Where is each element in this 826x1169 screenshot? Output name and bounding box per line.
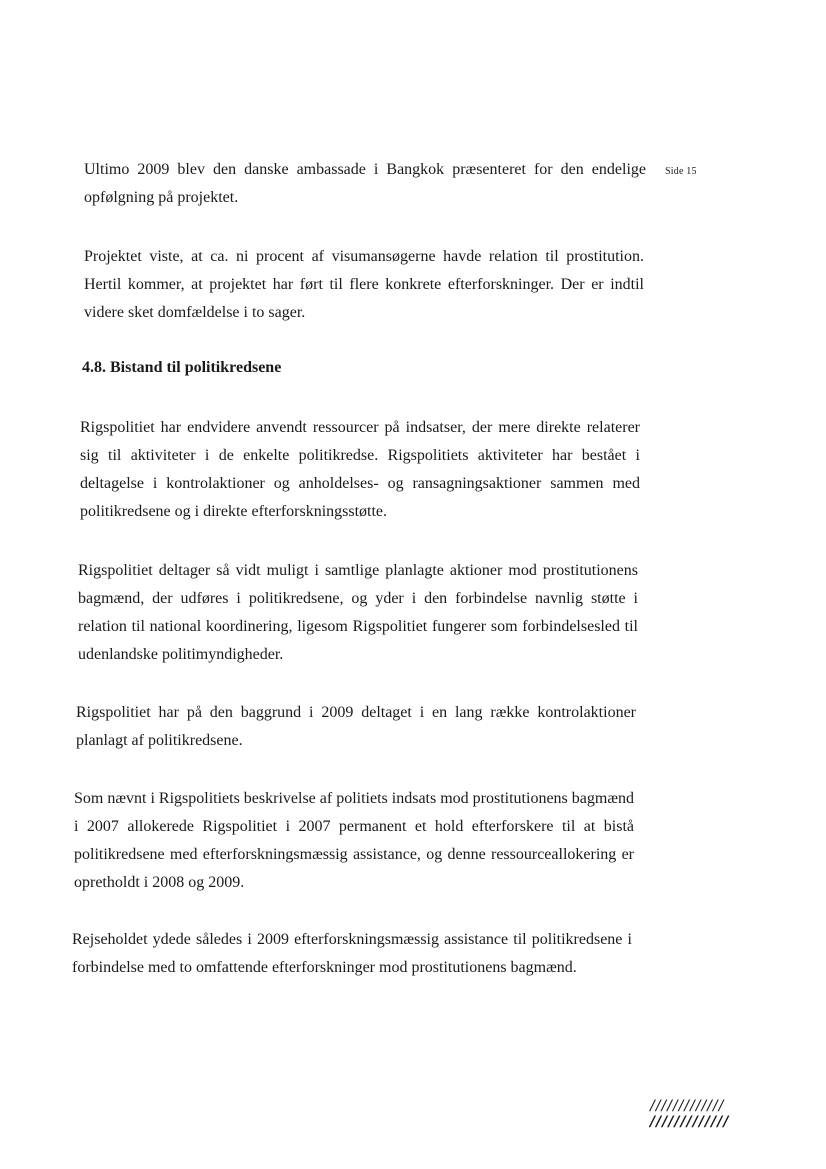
paragraph-projekt-resultat: Projektet viste, at ca. ni procent af visumansøgerne havde relation til prostitution. Hertil kommer, at projektet har ført til flere konkrete efterforskninger. Der er indtil videre sket domfældelse i to sager. [84,248,644,321]
paragraph-ambassade: Ultimo 2009 blev den danske ambassade i Bangkok præsenteret for den endelige opfølgning på projektet. [84,161,646,206]
section-heading: 4.8. Bistand til politikredsene [82,359,282,376]
paragraph-rejseholdet: Rejseholdet ydede således i 2009 efterforskningsmæssig assistance til politikredsene i forbindelse med to omfattende efterforskninger mod prostitutionens bagmænd. [72,931,632,976]
paragraph-kontrolaktioner: Rigspolitiet har på den baggrund i 2009 deltaget i en lang række kontrolaktioner planlagt af politikredsene. [76,704,636,749]
paragraph-aktioner: Rigspolitiet deltager så vidt muligt i samtlige planlagte aktioner mod prostitutionens bagmænd, der udføres i politikredsene, og yder i den forbindelse navnlig støtte i relation til national koordinering, ligesom Rigspolitiet fungerer som forbindelsesled til udenlandske politimyndigheder. [78,562,638,663]
page-number: Side 15 [665,166,697,177]
paragraph-efterforskere: Som nævnt i Rigspolitiets beskrivelse af politiets indsats mod prostitutionens bagmænd i 2007 allokerede Rigspolitiet i 2007 permanent et hold efterforskere til at bistå politikredsene med efterforskningsmæssig assistance, og denne ressourceallokering er opretholdt i 2008 og 2009. [74,790,634,891]
paragraph-indsatser: Rigspolitiet har endvidere anvendt ressourcer på indsatser, der mere direkte relaterer sig til aktiviteter i de enkelte politikredse. Rigspolitiets aktiviteter har bestået i deltagelse i kontrolaktioner og anholdelses- og ransagningsaktioner sammen med politikredsene og i direkte efterforskningsstøtte. [80,419,640,520]
footer-hatch-mark [650,1098,729,1130]
hatch-row-bold: ///////////// [650,1114,730,1130]
hatch-row-thin: ///////////// [650,1098,725,1114]
